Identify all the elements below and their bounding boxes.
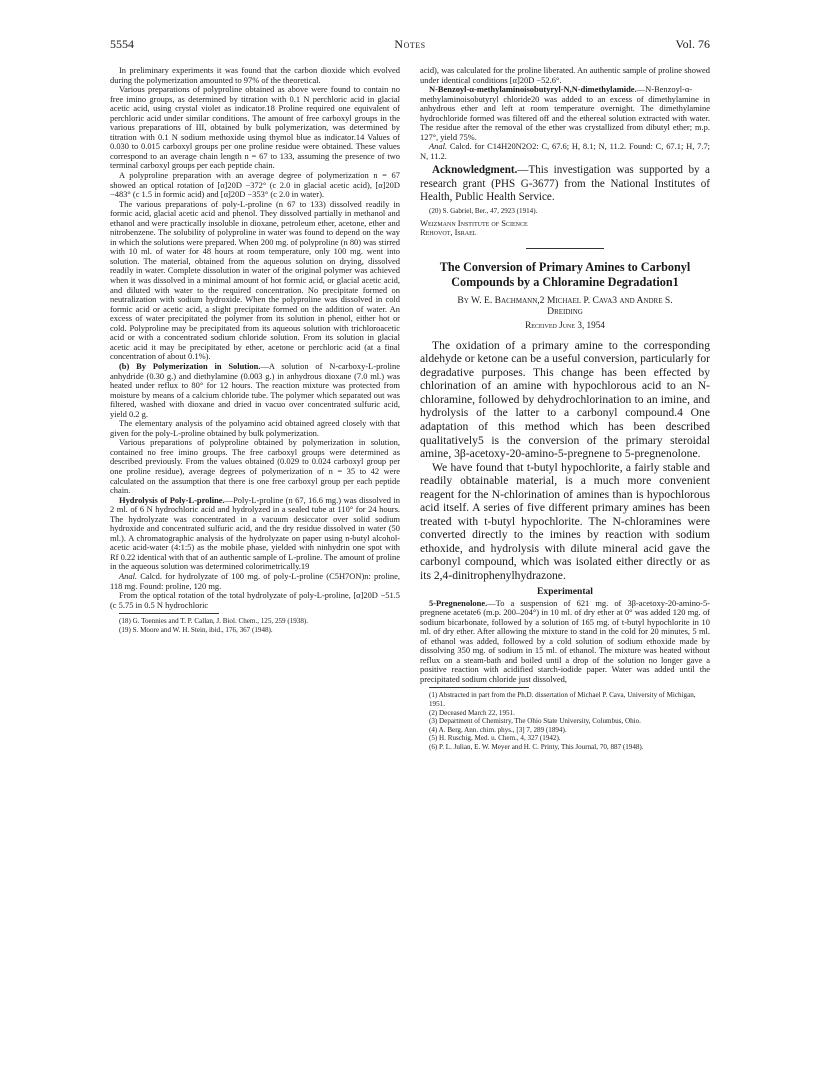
running-header (110, 37, 710, 53)
paragraph: From the optical rotation of the total hydrolyzate of poly-L-proline, [α]20D −51.5 (c 5.75 in 0.5 N hydrochloric (110, 590, 400, 610)
acknowledgment-body: —This investigation was supported by a research grant (PHS G-3677) from the National Institutes of Health, Public Health Service. (420, 164, 710, 203)
anal-label: Anal. (429, 141, 448, 152)
page-number: 5554 (110, 37, 134, 51)
footnote-rule (429, 687, 529, 688)
paragraph (110, 496, 400, 572)
footnote: (5) H. Ruschig, Med. u. Chem., 4, 327 (1942). (429, 734, 561, 743)
received-date: Received June 3, 1954 (525, 319, 605, 330)
run-in-heading: Hydrolysis of Poly-L-proline. (119, 494, 225, 505)
section-heading: Experimental (537, 585, 593, 597)
footnote: (19) S. Moore and W. H. Stein, ibid., 176, 367 (1948). (119, 625, 273, 634)
paragraph: acid), was calculated for the proline liberated. An authentic sample of proline showed under identical conditions [α]20D −52.6°. (420, 66, 710, 85)
paragraph (110, 572, 400, 591)
footnote: (2) Deceased March 22, 1951. (429, 708, 515, 717)
footnote: (4) A. Berg, Ann. chim. phys., [3] 7, 289 (1894). (429, 725, 567, 734)
acknowledgment (420, 164, 710, 204)
paragraph-body: —To a suspension of 621 mg. of 3β-acetoxy-20-amino-5-pregnene acetate6 (m.p. 200–204°) in 10 ml. of dry ether at 0° was added 120 mg. of sodium bicarbonate, followed by a solution of 165 mg. of t-butyl hypochlorite in 10 ml. of dry ether. After allowing the mixture to stand in the cold for 20 minutes, 5 ml. of ethanol was added, followed by a cold solution of sodium ethoxide made by dissolving 350 mg. of sodium in 15 ml. of ethanol. The mixture was heated without reflux on a steam-bath and boiled until a drop of the solution no longer gave a positive reaction with acidified starch-iodide paper. Water was added until the precipitated sodium chloride just dissolved, (420, 597, 710, 684)
right-column (420, 66, 710, 1051)
institution: Weizmann Institute of Science (420, 217, 528, 228)
paragraph (420, 599, 710, 685)
byline: Dreiding (547, 306, 583, 318)
footnote: (3) Department of Chemistry, The Ohio State University, Columbus, Ohio. (429, 717, 641, 726)
acknowledgment-heading: Acknowledgment. (432, 164, 518, 177)
city: Rehovot, Israel (420, 227, 477, 238)
article-title: The Conversion of Primary Amines to Carbonyl Compounds by a Chloramine Degradation1 (439, 260, 691, 289)
footnote: (1) Abstracted in part from the Ph.D. dissertation of Michael P. Cava, University of Michigan, 1951. (429, 691, 696, 709)
run-in-heading: N-Benzoyl-α-methylaminoisobutyryl-N,N-dimethylamide. (429, 84, 637, 95)
paragraph: The oxidation of a primary amine to the corresponding aldehyde or ketone can be a useful conversion, particularly for degradative purposes. This change has been effected by chlorination of an amine with hypochlorous acid to an N-chloramine, followed by dehydrochlorination to an imine, and hydrolysis of the latter to a carbonyl compound.4 One adaptation of this method which has been described qualitatively5 is the conversion of the primary steroidal amine, 3β-acetoxy-20-amino-5-pregnene to 5-pregnenolone. (420, 338, 710, 461)
run-in-heading: (b) By Polymerization in Solution. (119, 360, 261, 371)
paragraph-body: Calcd. for C14H20N2O2: C, 67.6; H, 8.1; N, 11.2. Found: C, 67.1; H, 7.7; N, 11.2. (420, 141, 710, 161)
byline: By W. E. Bachmann,2 Michael P. Cava3 and Andre S. (457, 295, 673, 307)
paragraph: The elementary analysis of the polyamino acid obtained agreed closely with that given for the poly-L-proline obtained by bulk polymerization. (110, 418, 400, 438)
left-column (110, 66, 400, 1051)
anal-label: Anal. (119, 570, 138, 581)
volume-number: Vol. 76 (675, 37, 710, 51)
paragraph-body: —N-Benzoyl-α-methylaminoisobutyryl chloride20 was added to an excess of dimethylamine in anhydrous ether and left at room temperature overnight. The dimethylamine hydrochloride formed was filtered off and the ethereal solution extracted with water. The residue after the removal of the ether was crystallized from dibutyl ether; m.p. 127°, yield 75%. (420, 84, 710, 142)
paragraph-body: —A solution of N-carboxy-L-proline anhydride (0.30 g.) and diethylamine (0.003 g.) in anhydrous dioxane (7.0 ml.) was heated under reflux to 80° for 12 hours. The reaction mixture was protected from moisture by means of a calcium chloride tube. The polymer which separated out was filtered, washed with dioxane and dried in vacuo over concentrated sulfuric acid, yield 0.2 g. (110, 360, 400, 419)
footnote: (18) G. Toennies and T. P. Callan, J. Biol. Chem., 125, 259 (1938). (119, 617, 309, 626)
paragraph (110, 362, 400, 419)
paragraph: The various preparations of poly-L-proline (n 67 to 133) dissolved readily in formic acid, glacial acetic acid and phenol. They dissolved partially in methanol and ethanol and were practically insoluble in dioxane, petroleum ether, acetone, ether and nitrobenzene. The solubility of polyproline in water was found to depend on the way in which the solutions were prepared. When 200 mg. of polyproline (n 80) was stirred with 10 ml. of water for 48 hours at room temperature, only 100 mg. went into solution. The material, obtained from the aqueous solution on drying, dissolved readily in water. Complete dissolution in water of the original polymer was achieved when it was dissolved in a minimal amount of hot formic acid, or glacial acetic acid, and diluted with water to the required concentration. No precipitate formed on neutralization with sodium hydroxide. When the polyproline was dissolved in cold formic acid or acetic acid, a slight precipitate formed on the addition of water. An excess of water precipitated the polymer from its solution in phenol, either hot or cold. Polyproline may be precipitated from its aqueous solution with trichloroacetic acid or with a concentrated sodium chloride solution. From its solution in glacial acetic acid it may be precipitated by ether, acetone or perchloric acid (at a final concentration of about 0.1%). (110, 198, 400, 362)
footnote: (6) P. L. Julian, E. W. Meyer and H. C. Printy, This Journal, 70, 887 (1948). (429, 743, 644, 751)
paragraph: A polyproline preparation with an average degree of polymerization n = 67 showed an optical rotation of [α]20D −372° (c 2.0 in glacial acetic acid), [α]20D −483° (c 1.5 in formic acid) and [α]20D −353° (c 2.0 in water). (110, 170, 400, 200)
footnote: (20) S. Gabriel, Ber., 47, 2923 (1914). (429, 207, 538, 216)
paragraph (420, 142, 710, 161)
run-in-heading: 5-Pregnenolone. (429, 597, 488, 608)
paragraph (420, 85, 710, 142)
section-title: Notes (394, 37, 426, 51)
paragraph: Various preparations of polyproline obtained by polymerization in solution, contained no free imino groups. The free carboxyl groups were determined as described previously. From the values obtained (0.029 to 0.024 carboxyl group per one proline residue), average degrees of polymerization of n = 35 to 42 were calculated on the assumption that there is one free carboxyl group per each peptide chain. (110, 437, 400, 496)
footnote-rule (119, 613, 219, 614)
paragraph-body: Calcd. for hydrolyzate of 100 mg. of poly-L-proline (C5H7ON)n: proline, 118 mg. Found: proline, 120 mg. (110, 570, 400, 591)
paragraph: In preliminary experiments it was found that the carbon dioxide which evolved during the polymerization amounted to 97% of the theoretical. (110, 66, 400, 85)
paragraph: We have found that t-butyl hypochlorite, a fairly stable and readily obtainable material, is a much more convenient reagent for the N-chlorination of amines than is hypochlorous acid itself. A series of five different primary amines has been treated with t-butyl hypochlorite. The N-chloramines were converted directly to the imines by reaction with sodium ethoxide, and hydrolysis with dilute mineral acid gave the carbonyl compound, which was isolated either directly or as its 2,4-dinitrophenylhydrazone. (420, 460, 710, 582)
paragraph: Various preparations of polyproline obtained as above were found to contain no free imino groups, as determined by titration with 0.1 N perchloric acid in glacial acetic acid, using crystal violet as indicator.18 Proline required one equivalent of perchloric acid under similar conditions. The amount of free carboxyl groups in the various preparations of III, obtained by bulk polymerization, was determined by titration with 0.1 N sodium methoxide using thymol blue as indicator.14 Values of 0.030 to 0.015 carboxyl groups per one proline residue were obtained. These values correspond to an average chain length n = 67 to 133, assuming the presence of two terminal carboxyl groups per each peptide chain. (110, 84, 400, 171)
article-separator (526, 248, 604, 249)
paragraph-body: —Poly-L-proline (n 67, 16.6 mg.) was dissolved in 2 ml. of 6 N hydrochloric acid and hydrolyzed in a sealed tube at 110° for 24 hours. The hydrolyzate was concentrated in a vacuum desiccator over solid sodium hydroxide and concentrated sulfuric acid, and the dry residue dissolved in water (50 ml.). A chromatographic analysis of the hydrolyzate on paper using n-butyl alcohol-acetic acid-water (4:1:5) as the mobile phase, yielded with ninhydrin one spot with Rf 0.22 identical with that of an authentic sample of L-proline. The amount of proline in the aqueous solution was determined colorimetrically.19 (110, 494, 400, 572)
